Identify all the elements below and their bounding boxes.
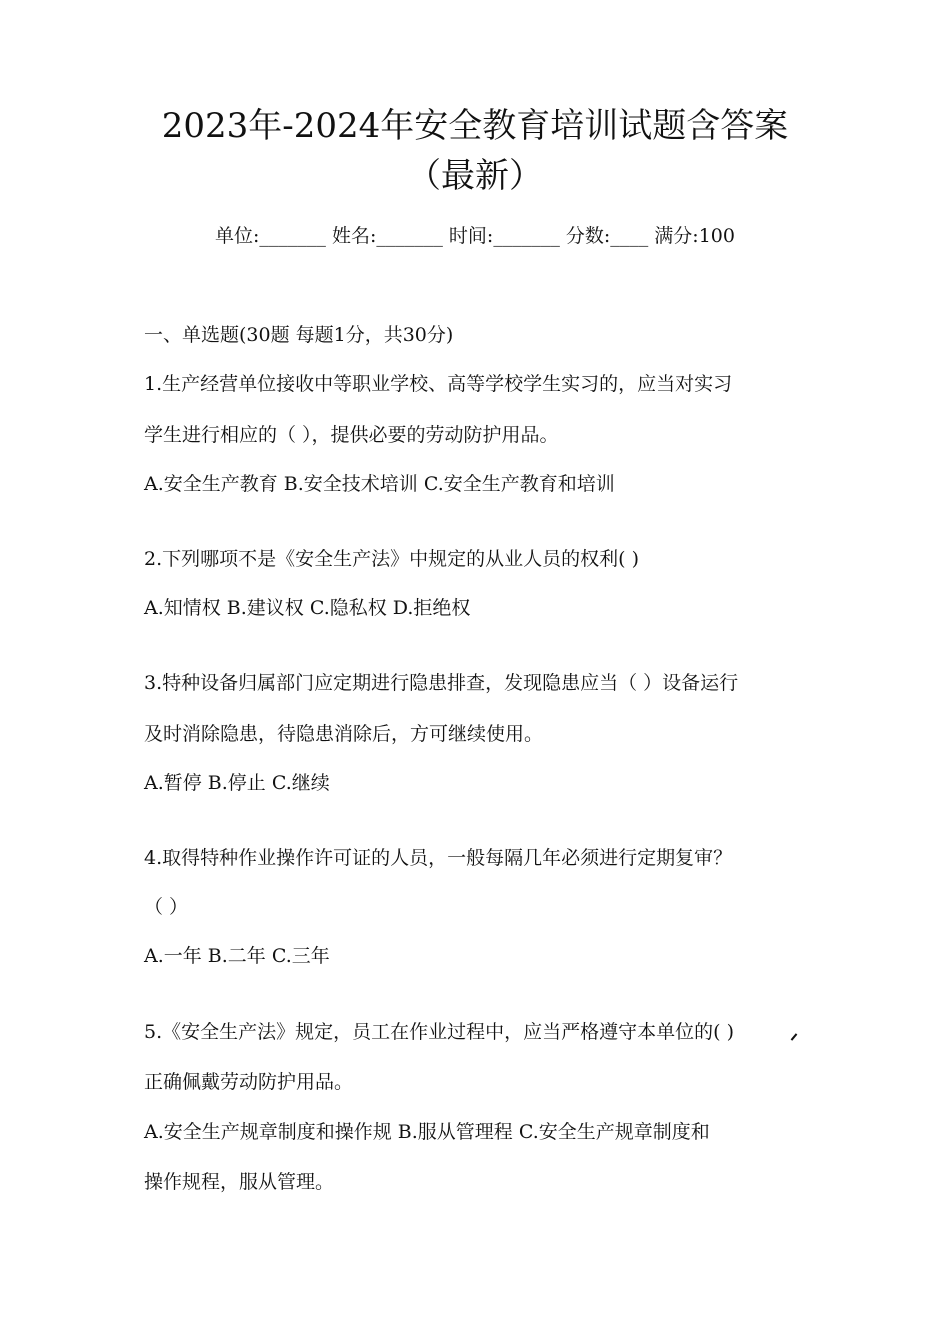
question-5-options-line-1: A.安全生产规章制度和操作规 B.服从管理程 C.安全生产规章制度和 <box>144 1121 710 1143</box>
question-3-line-1: 3.特种设备归属部门应定期进行隐患排查，发现隐患应当（ ）设备运行 <box>144 672 739 694</box>
question-2-options: A.知情权 B.建议权 C.隐私权 D.拒绝权 <box>144 597 471 619</box>
exam-info-line: 单位:_______ 姓名:_______ 时间:_______ 分数:____ 满分:100 <box>215 225 735 247</box>
question-5-options-line-2: 操作规程，服从管理。 <box>144 1171 335 1193</box>
question-4-line-2: （ ） <box>144 896 189 918</box>
question-5-line-2: 正确佩戴劳动防护用品。 <box>144 1071 354 1093</box>
question-1-line-2: 学生进行相应的（ ），提供必要的劳动防护用品。 <box>144 424 559 446</box>
section-heading: 一、单选题(30题 每题1分，共30分) <box>144 324 454 346</box>
document-title-line-2: （最新） <box>407 156 543 196</box>
question-3-options: A.暂停 B.停止 C.继续 <box>144 772 330 794</box>
question-4-options: A.一年 B.二年 C.三年 <box>144 945 330 967</box>
question-3-line-2: 及时消除隐患，待隐患消除后，方可继续使用。 <box>144 723 544 745</box>
question-5-line-1: 5.《安全生产法》规定，员工在作业过程中，应当严格遵守本单位的( ) <box>144 1021 734 1043</box>
question-1-options: A.安全生产教育 B.安全技术培训 C.安全生产教育和培训 <box>144 473 615 495</box>
question-2-line-1: 2.下列哪项不是《安全生产法》中规定的从业人员的权利( ) <box>144 548 639 570</box>
document-title-line-1: 2023年-2024年安全教育培训试题含答案 <box>161 106 789 146</box>
question-4-line-1: 4.取得特种作业操作许可证的人员，一般每隔几年必须进行定期复审？ <box>144 847 733 869</box>
question-1-line-1: 1.生产经营单位接收中等职业学校、高等学校学生实习的，应当对实习 <box>144 373 733 395</box>
